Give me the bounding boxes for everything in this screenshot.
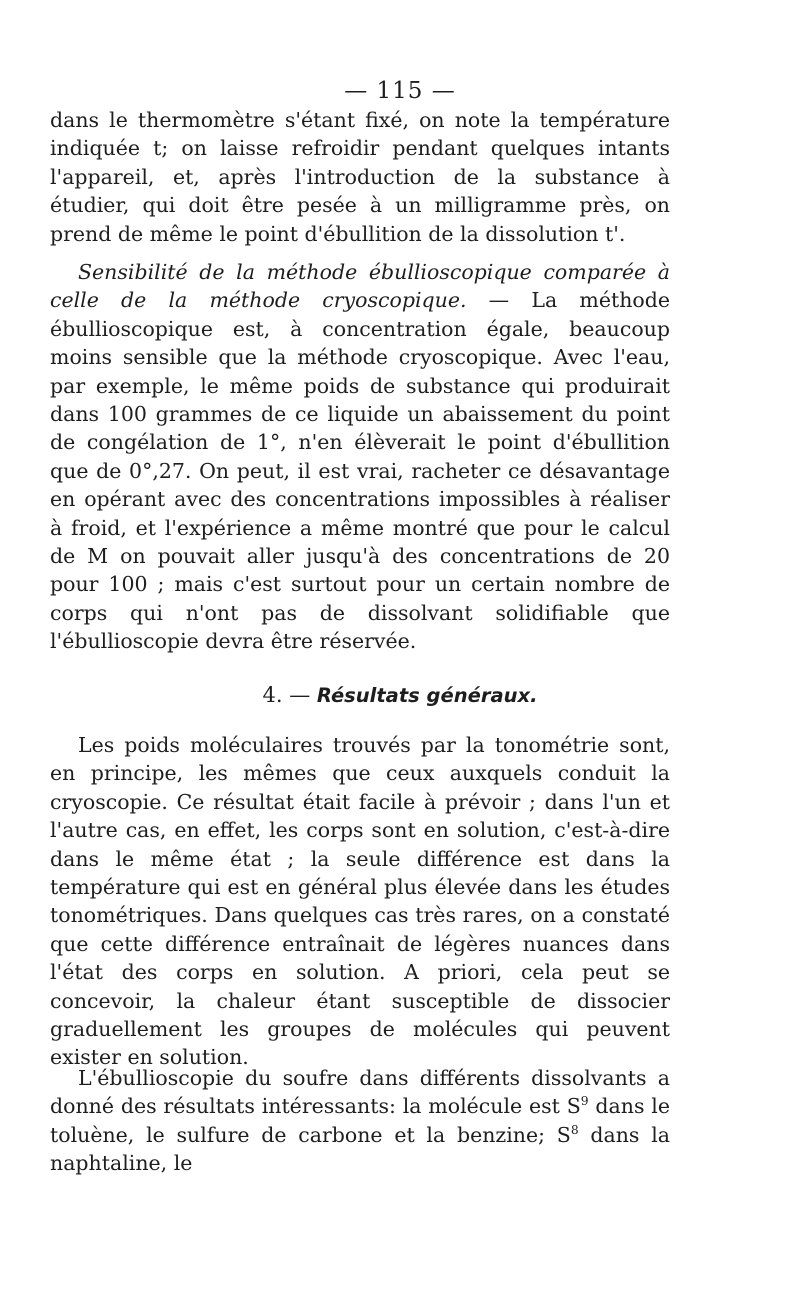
paragraph-4	[50, 1064, 670, 1178]
paragraph-continuation	[50, 106, 670, 248]
superscript-8: 8	[570, 1122, 579, 1137]
paragraph-4-part-3: dans la naphtaline, le	[50, 1122, 670, 1176]
page-number: — 115 —	[344, 78, 456, 104]
superscript-9: 9	[580, 1094, 589, 1109]
paragraph-1-text: dans le thermomètre s'étant fixé, on note la température indiquée t; on laisse refroidir pendant quelques intants l'appareil, et, après l'introduction de la substance à étudier, qui doit être pesée à un milligramme près, on prend de même le point d'ébullition de la dissolution t'.	[50, 108, 670, 246]
paragraph-3-text: Les poids moléculaires trouvés par la tonométrie sont, en principe, les mêmes que ceux auxquels conduit la cryoscopie. Ce résultat était facile à prévoir ; dans l'un et l'autre cas, en effet, les corps sont en solution, c'est-à-dire dans le même état ; la seule différence est dans la température qui est en général plus élevée dans les études tonométriques. Dans quelques cas très rares, on a constaté que cette différence entraînait de légères nuances dans l'état des corps en solution. A priori, cela peut se concevoir, la chaleur étant susceptible de dissocier graduellement les groupes de molécules qui peuvent exister en solution.	[50, 733, 670, 1070]
paragraph-2-text: — La méthode ébullioscopique est, à concentration égale, beaucoup moins sensible que la méthode cryoscopique. Avec l'eau, par exemple, le même poids de substance qui produirait dans 100 grammes de ce liquide un abaissement du point de congélation de 1°, n'en élèverait le point d'ébullition que de 0°,27. On peut, il est vrai, racheter ce désavantage en opérant avec des concentrations impossibles à réaliser à froid, et l'expérience a même montré que pour le calcul de M on pouvait aller jusqu'à des concentrations de 20 pour 100 ; mais c'est surtout pour un certain nombre de corps qui n'ont pas de dissolvant solidifiable que l'ébullioscopie devra être réservée.	[50, 288, 671, 654]
paragraph-sensibilite	[50, 258, 670, 656]
paragraph-2-italic-title: Sensibilité de la méthode ébullioscopique comparée à celle de la méthode cryoscopique.	[50, 260, 670, 313]
paragraph-2	[50, 258, 670, 656]
section-heading	[0, 683, 800, 707]
paragraph-resultats	[50, 731, 670, 1072]
paragraph-4-part-1: L'ébullioscopie du soufre dans différents dissolvants a donné des résultats intéressants: la molécule est S	[50, 1066, 670, 1119]
section-title: Résultats généraux.	[316, 684, 538, 707]
paragraph-4-part-2: dans le toluène, le sulfure de carbone et la benzine; S	[50, 1094, 670, 1147]
section-number: 4. —	[262, 683, 311, 707]
paragraph-ebullioscopie-soufre	[50, 1064, 670, 1178]
